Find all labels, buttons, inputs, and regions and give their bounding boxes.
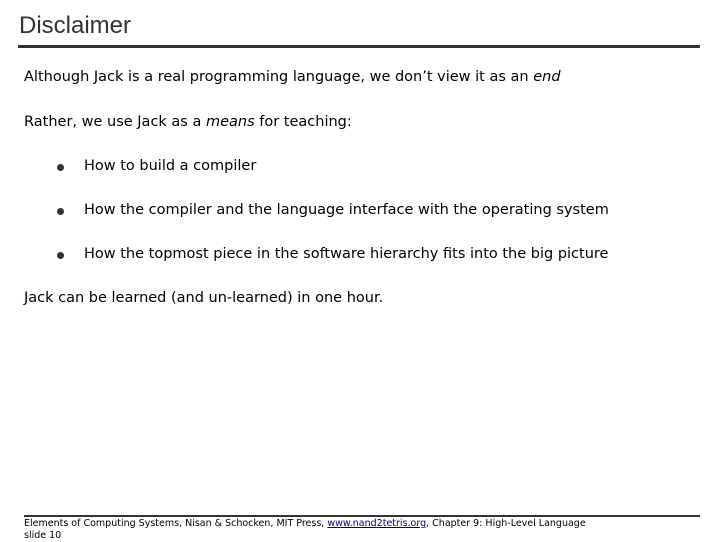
intro-text: Although Jack is a real programming language, we don’t view it as an — [24, 69, 529, 85]
list-item-text: How the compiler and the language interface with the operating system — [84, 202, 609, 218]
means-suffix: for teaching: — [259, 114, 352, 130]
intro-emphasis: end — [533, 69, 561, 85]
footer-rule — [24, 515, 700, 517]
footer-credit: Elements of Computing Systems, Nisan & Schocken, MIT Press, — [24, 518, 325, 529]
slide-title: Disclaimer — [19, 12, 132, 39]
bullet-dot-icon — [57, 208, 64, 215]
title-underline — [18, 45, 700, 48]
means-emphasis: means — [205, 114, 255, 130]
slide-number: slide 10 — [24, 530, 62, 541]
list-item-text: How the topmost piece in the software hierarchy fits into the big picture — [84, 246, 609, 262]
footer-citation — [24, 518, 586, 530]
intro-line — [24, 69, 561, 85]
footer-chapter: , Chapter 9: High-Level Language — [426, 518, 586, 529]
summary-line: Jack can be learned (and un-learned) in one hour. — [24, 290, 384, 306]
bullet-dot-icon — [57, 252, 64, 259]
footer-link[interactable]: www.nand2tetris.org — [327, 518, 427, 529]
means-line — [24, 114, 352, 130]
bullet-dot-icon — [57, 164, 64, 171]
list-item-text: How to build a compiler — [84, 158, 257, 174]
footer — [24, 518, 586, 542]
means-prefix: Rather, we use Jack as a — [24, 114, 202, 130]
